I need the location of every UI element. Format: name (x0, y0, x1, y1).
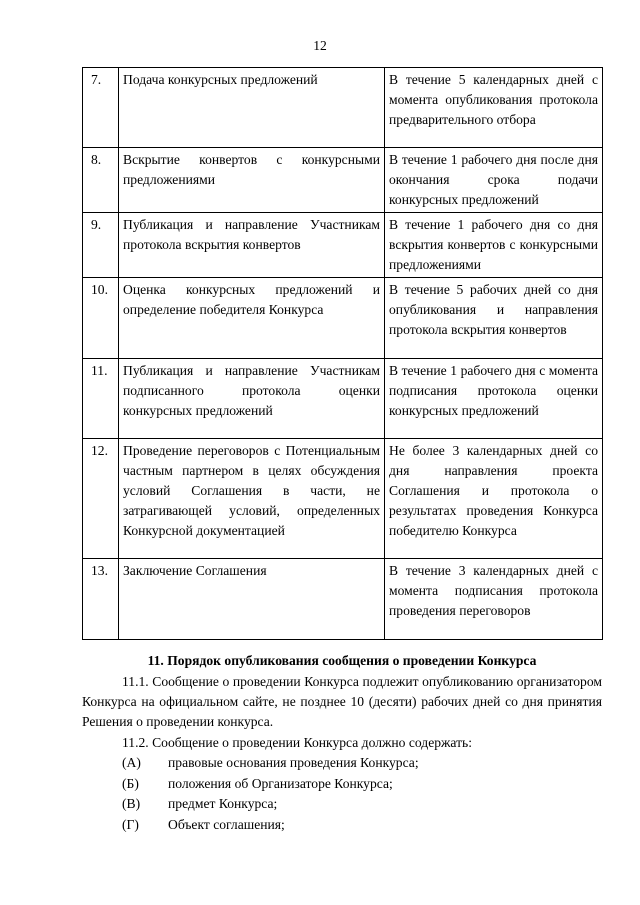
row-event: Публикация и направление Участникам подписанного протокола оценки конкурсных предложений (119, 359, 385, 439)
row-term: Не более 3 календарных дней со дня направления проекта Соглашения и протокола о результатах проведения Конкурса победителю Конкурса (385, 439, 603, 559)
list-item (82, 815, 602, 836)
row-term: В течение 5 календарных дней с момента опубликования протокола предварительного отбора (385, 68, 603, 148)
requirements-list (82, 753, 602, 835)
list-item-marker: (В) (122, 796, 141, 811)
list-item-marker: (Г) (122, 816, 139, 832)
row-event: Заключение Соглашения (119, 559, 385, 640)
table-row (83, 213, 603, 278)
table-row (83, 439, 603, 559)
row-term: В течение 1 рабочего дня после дня окончания срока подачи конкурсных предложений (385, 148, 603, 213)
row-event: Оценка конкурсных предложений и определение победителя Конкурса (119, 278, 385, 359)
row-number: 12. (83, 439, 119, 559)
row-term: В течение 1 рабочего дня со дня вскрытия конвертов с конкурсными предложениями (385, 213, 603, 278)
list-item-marker: (А) (122, 755, 141, 770)
schedule-table (82, 67, 603, 640)
list-item-marker: (Б) (122, 775, 139, 791)
table-row (83, 148, 603, 213)
list-item-text: предмет Конкурса; (168, 796, 278, 811)
row-number: 10. (83, 278, 119, 359)
row-number: 9. (83, 213, 119, 278)
table-row (83, 68, 603, 148)
paragraph-11-2: 11.2. Сообщение о проведении Конкурса должно содержать: (122, 735, 473, 750)
row-number: 7. (83, 68, 119, 148)
section-heading: 11. Порядок опубликования сообщения о проведении Конкурса (147, 653, 537, 668)
list-item-text: Объект соглашения; (168, 816, 285, 832)
row-number: 13. (83, 559, 119, 640)
row-term: В течение 1 рабочего дня с момента подписания протокола оценки конкурсных предложений (385, 359, 603, 439)
row-event: Вскрытие конвертов с конкурсными предложениями (119, 148, 385, 213)
row-event: Публикация и направление Участникам протокола вскрытия конвертов (119, 213, 385, 278)
table-row (83, 278, 603, 359)
row-term: В течение 5 рабочих дней со дня опубликования и направления протокола вскрытия конвертов (385, 278, 603, 359)
paragraph-11-1: 11.1. Сообщение о проведении Конкурса подлежит опубликованию организатором Конкурса на официальном сайте, не позднее 10 (десяти) рабочих дней со дня принятия Решения о проведении конкурса. (82, 674, 602, 729)
row-number: 8. (83, 148, 119, 213)
row-event: Проведение переговоров с Потенциальным частным партнером в целях обсуждения условий Соглашения в части, не затрагивающей условий, определенных Конкурсной документацией (119, 439, 385, 559)
list-item (82, 753, 602, 774)
list-item-text: положения об Организаторе Конкурса; (168, 775, 393, 791)
page-number: 12 (313, 38, 327, 53)
table-row (83, 359, 603, 439)
list-item-text: правовые основания проведения Конкурса; (168, 755, 419, 770)
row-term: В течение 3 календарных дней с момента подписания протокола проведения переговоров (385, 559, 603, 640)
table-row (83, 559, 603, 640)
row-number: 11. (83, 359, 119, 439)
list-item (82, 774, 602, 795)
list-item (82, 794, 602, 815)
row-event: Подача конкурсных предложений (119, 68, 385, 148)
